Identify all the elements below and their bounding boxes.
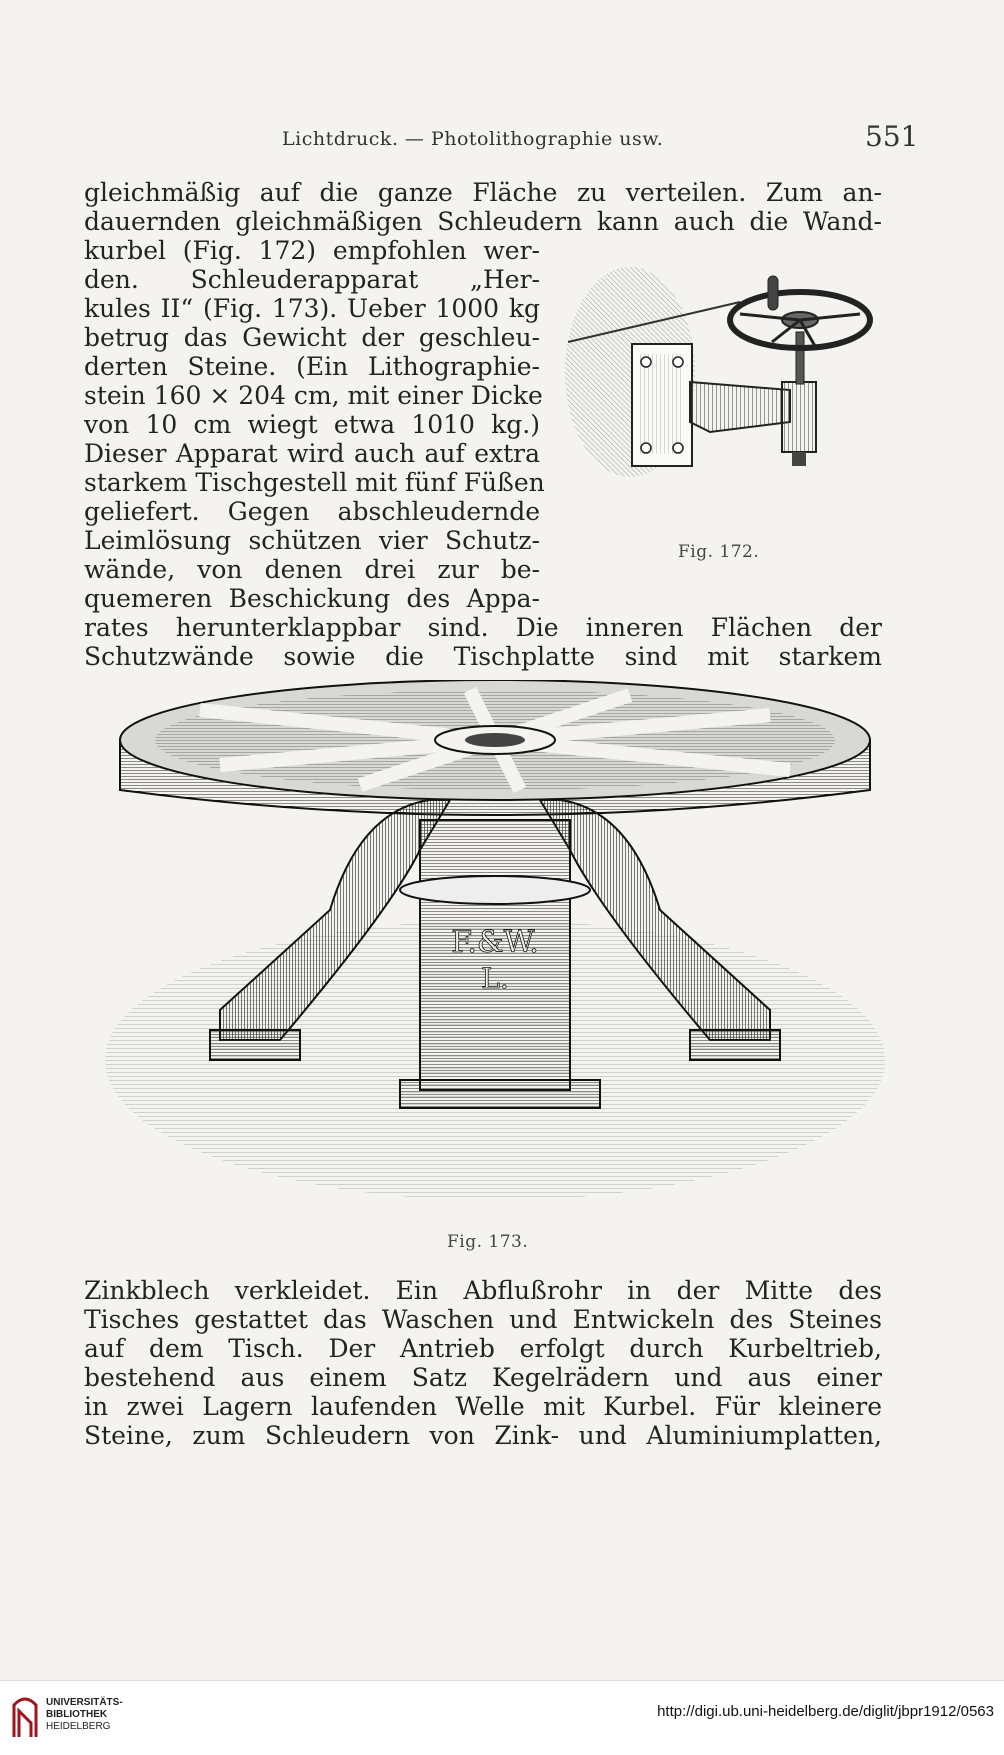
fig-173-centrifuge-table-illustration <box>100 680 890 1220</box>
text-line: dauernden gleichmäßigen Schleudern kann auch die Wand- <box>84 207 882 236</box>
text-line: Zinkblech verkleidet. Ein Abflußrohr in der Mitte des <box>84 1276 882 1305</box>
text-line: stein 160 × 204 cm, mit einer Dicke <box>84 381 543 410</box>
fig-173-marking-line2: L. <box>481 962 509 995</box>
text-line: kurbel (Fig. 172) empfohlen wer- <box>84 236 540 265</box>
running-title: Lichtdruck. — Photolithographie usw. <box>282 128 664 150</box>
library-seal-icon <box>10 1695 40 1739</box>
text-line: Leimlösung schützen vier Schutz- <box>84 526 540 555</box>
text-line: den. Schleuderapparat „Her- <box>84 265 540 294</box>
viewer-footer <box>0 1680 1004 1755</box>
text-line: starkem Tischgestell mit fünf Füßen <box>84 468 545 497</box>
fig-173-marking-line1: F.&W. <box>451 925 539 960</box>
text-line: quemeren Beschickung des Appa- <box>84 584 540 613</box>
text-line: gleichmäßig auf die ganze Fläche zu verteilen. Zum an- <box>84 178 882 207</box>
text-line: von 10 cm wiegt etwa 1010 kg.) <box>84 410 540 439</box>
text-line: in zwei Lagern laufenden Welle mit Kurbel. Für kleinere <box>84 1392 882 1421</box>
library-name: UNIVERSITÄTS- BIBLIOTHEK HEIDELBERG <box>46 1697 123 1732</box>
text-line: derten Steine. (Ein Lithographie- <box>84 352 540 381</box>
text-line: auf dem Tisch. Der Antrieb erfolgt durch Kurbeltrieb, <box>84 1334 882 1363</box>
page-number: 551 <box>865 120 919 153</box>
text-line: wände, von denen drei zur be- <box>84 555 540 584</box>
fig-173-caption: Fig. 173. <box>447 1232 529 1252</box>
permalink-url[interactable]: http://digi.ub.uni-heidelberg.de/diglit/jbpr1912/0563 <box>657 1703 994 1720</box>
page-header <box>0 120 1004 158</box>
text-line: bestehend aus einem Satz Kegelrädern und aus einer <box>84 1363 882 1392</box>
text-line: Steine, zum Schleudern von Zink- und Aluminiumplatten, <box>84 1421 882 1450</box>
text-line: Schutzwände sowie die Tischplatte sind mit starkem <box>84 642 882 671</box>
text-line: kules II“ (Fig. 173). Ueber 1000 kg <box>84 294 540 323</box>
text-line: Dieser Apparat wird auch auf extra <box>84 439 540 468</box>
text-line: Tisches gestattet das Waschen und Entwickeln des Steines <box>84 1305 882 1334</box>
text-line: geliefert. Gegen abschleudernde <box>84 497 540 526</box>
text-line: betrug das Gewicht der geschleu- <box>84 323 540 352</box>
fig-172-wall-crank-illustration <box>560 262 880 522</box>
fig-172-caption: Fig. 172. <box>678 542 760 562</box>
text-line: rates herunterklappbar sind. Die inneren Flächen der <box>84 613 882 642</box>
